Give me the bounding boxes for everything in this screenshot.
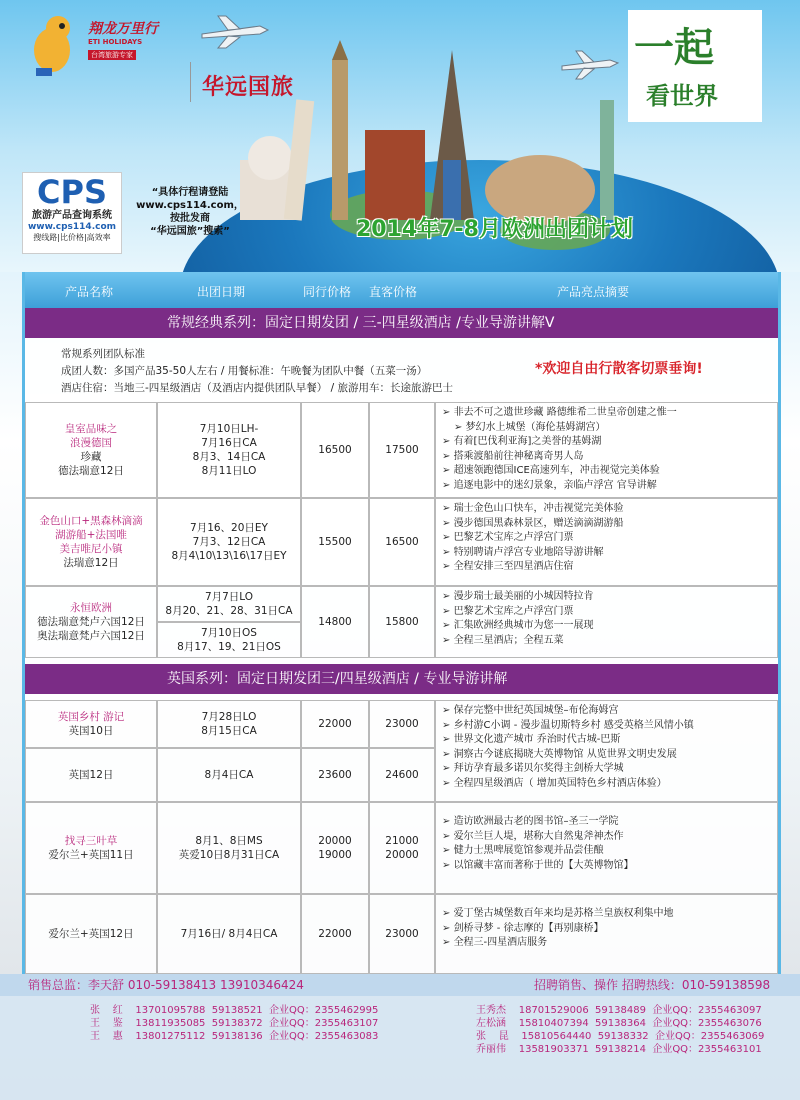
footer-header [0, 974, 800, 996]
peer-price: 22000 [301, 700, 369, 748]
highlight-item: ➢ 巴黎艺术宝库之卢浮宫门票 [442, 605, 771, 620]
product-sub: 英国10日 [68, 725, 114, 737]
date-item: 8月15日CA [201, 725, 257, 737]
direct-price: 24600 [369, 748, 435, 802]
highlights-cell [435, 402, 778, 498]
highlight-item: ➢ 乡村游C小调 - 漫步温切斯特乡村 感受英格兰风情小镇 [442, 719, 771, 734]
date-item: 7月3、12日CA [192, 536, 266, 548]
eti-logo [26, 12, 196, 82]
date-item: 8月3、14日CA [192, 451, 266, 463]
col-direct: 直客价格 [369, 285, 418, 299]
highlight-item: ➢ 汇集欧洲经典城市为您一一展现 [442, 619, 771, 634]
highlight-item: ➢ 全程四星级酒店（ 增加英国特色乡村酒店体验） [442, 777, 771, 792]
airplane-icon [200, 12, 270, 52]
product-name[interactable]: 英国乡村 游记 [57, 711, 125, 723]
see-world-big: 一起 [634, 25, 714, 71]
product-sub: 爱尔兰+英国11日 [48, 849, 134, 861]
contacts-right: 王秀杰 18701529006 59138489 企业QQ：2355463097 左松涵 15810407394 59138364 企业QQ：2355463076 张 昆 15810564440 59138332 企业QQ：2355463069 乔丽伟 13581903371 59138214 企业QQ：2355463101 [476, 1005, 765, 1055]
highlight-item: ➢ 追逐电影中的迷幻景象，亲临卢浮宫 官导讲解 [442, 479, 771, 494]
highlight-item: ➢ 有着[巴伐利亚海]之美誉的基姆湖 [442, 435, 771, 450]
highlight-item: ➢ 爱尔兰巨人堤，堪称大自然鬼斧神杰作 [442, 830, 771, 845]
cps-slogan: 搜线路|比价格|高效率 [33, 233, 111, 242]
kangaroo-mascot-icon [26, 12, 82, 78]
date-cell [157, 748, 301, 802]
cps-info [126, 186, 254, 238]
highlight-item: ➢ 特别聘请卢浮宫专业地陪导游讲解 [442, 546, 771, 561]
product-sub: 珍藏 [80, 451, 102, 463]
date-item: 8月17、19、21日OS [177, 641, 281, 653]
direct-price: 21000 20000 [369, 802, 435, 894]
direct-price: 15800 [369, 586, 435, 658]
cps-url[interactable]: www.cps114.com [27, 222, 117, 232]
product-sub: 德法瑞意梵卢六国12日 [37, 616, 145, 628]
peer-price: 14800 [301, 586, 369, 658]
logo-en: ETI HOLIDAYS [88, 38, 143, 46]
highlight-item: ➢ 全程三-四星酒店服务 [442, 936, 771, 951]
col-peer: 同行价格 [303, 285, 352, 299]
section-title: 常规经典系列：固定日期发团 / 三-四星级酒店 /专业导游讲解V [167, 315, 555, 331]
highlights-cell [435, 586, 778, 658]
product-name[interactable]: 浪漫德国 [70, 437, 112, 449]
product-name-cell [25, 748, 157, 802]
hero-banner [0, 0, 800, 272]
footer [0, 974, 800, 1100]
peer-price: 22000 [301, 894, 369, 974]
highlight-item: ➢ 非去不可之遗世珍藏 路德维希二世皇帝创建之惟一 [442, 406, 771, 421]
recruit-info: 招聘销售、操作 招聘热线：010-59138598 [534, 978, 771, 992]
standard-line: 酒店住宿：当地三-四星级酒店（及酒店内提供团队早餐） / 旅游用车：长途旅游巴士 [61, 382, 454, 394]
highlight-item: ➢ 剑桥寻梦 - 徐志摩的【再别康桥】 [442, 922, 771, 937]
sales-director: 销售总监：李天舒 010-59138413 13910346424 [28, 978, 304, 992]
col-highlights: 产品亮点摘要 [557, 285, 630, 299]
cps-info-line: “华远国旅”搜索” [150, 226, 230, 237]
product-name-cell [25, 586, 157, 658]
promo-text: *欢迎自由行散客切票垂询! [535, 361, 703, 377]
highlight-item: ➢ 超速领跑德国ICE高速列车，冲击视觉完美体验 [442, 464, 771, 479]
direct-price: 23000 [369, 894, 435, 974]
section-classic-header [25, 308, 778, 338]
highlight-item: ➢ 全程安排三至四星酒店住宿 [442, 560, 771, 575]
product-name-cell [25, 498, 157, 586]
cps-info-line: “具体行程请登陆 [151, 187, 229, 198]
section-title: 英国系列：固定日期发团三/四星级酒店 / 专业导游讲解 [167, 671, 508, 687]
direct-price: 16500 [369, 498, 435, 586]
itinerary-table [22, 272, 781, 974]
logo-tag: 台湾旅游专家 [88, 50, 136, 60]
date-item: 7月16日/ 8月4日CA [180, 928, 278, 940]
date-cell [157, 700, 301, 748]
product-sub: 德法瑞意12日 [58, 465, 124, 477]
cps-logo: CPS [37, 173, 107, 211]
peer-price: 16500 [301, 402, 369, 498]
product-name-cell [25, 802, 157, 894]
direct-price: 23000 [369, 700, 435, 748]
product-name-cell [25, 894, 157, 974]
highlight-item: ➢ 洞察古今谜底揭晓大英博物馆 从览世界文明史发展 [442, 748, 771, 763]
date-item: 7月10日OS [201, 627, 257, 639]
plan-title: 2014年7-8月欧洲出团计划 [356, 217, 633, 242]
product-name[interactable]: 永恒欧洲 [70, 602, 112, 614]
product-name-cell [25, 402, 157, 498]
peer-price: 15500 [301, 498, 369, 586]
product-name[interactable]: 美吉唯尼小镇 [59, 543, 123, 555]
product-name-cell [25, 700, 157, 748]
product-name[interactable]: 找寻三叶草 [64, 835, 118, 847]
cps-info-line: www.cps114.com， [136, 200, 244, 211]
cps-info-line: 按批发商 [170, 213, 210, 224]
product-sub: 英国12日 [68, 769, 114, 781]
product-name[interactable]: 皇室品味之 [64, 423, 118, 435]
highlights-cell [435, 802, 778, 894]
date-cell [157, 622, 301, 658]
date-item: 7月16、20日EY [190, 522, 268, 534]
product-sub: 法瑞意12日 [63, 557, 119, 569]
logo-divider [190, 62, 191, 102]
date-item: 7月10日LH- [199, 423, 259, 435]
peer-price: 23600 [301, 748, 369, 802]
highlights-cell [435, 894, 778, 974]
highlight-item: ➢ 爱丁堡古城堡数百年来均是苏格兰皇族权利集中地 [442, 907, 771, 922]
highlight-item: ➢ 以馆藏丰富而著称于世的【大英博物馆】 [442, 859, 771, 874]
cps-logo-box [22, 172, 122, 254]
date-cell [157, 402, 301, 498]
product-sub: 奥法瑞意梵卢六国12日 [37, 630, 145, 642]
product-sub: 爱尔兰+英国12日 [48, 928, 134, 940]
highlight-item: ➢ 搭乘渡船前往神秘离奇男人岛 [442, 450, 771, 465]
highlight-item: ➢ 世界文化遗产城市 乔治时代古城-巴斯 [442, 733, 771, 748]
date-item: 8月4日CA [204, 769, 254, 781]
peer-price: 20000 19000 [301, 802, 369, 894]
date-item: 8月4\10\13\16\17日EY [171, 550, 287, 562]
highlight-item: ➢ 巴黎艺术宝库之卢浮宫门票 [442, 531, 771, 546]
col-name: 产品名称 [65, 285, 114, 299]
date-cell [157, 894, 301, 974]
date-item: 英爱10日8月31日CA [178, 849, 280, 861]
section-uk-header [25, 664, 778, 694]
date-cell [157, 802, 301, 894]
date-cell [157, 498, 301, 586]
product-name[interactable]: 湖游船+法国唯 [55, 529, 127, 541]
direct-price: 17500 [369, 402, 435, 498]
highlight-item: ➢ 造访欧洲最古老的图书馆–圣三一学院 [442, 815, 771, 830]
date-item: 8月11日LO [201, 465, 257, 477]
highlight-item: ➢ 漫步德国黑森林景区，赠送滴滴湖游船 [442, 517, 771, 532]
highlight-item: ➢ 保存完整中世纪英国城堡–布伦海姆宫 [442, 704, 771, 719]
date-item: 8月1、8日MS [195, 835, 263, 847]
date-item: 7月28日LO [201, 711, 257, 723]
date-item: 7月16日CA [201, 437, 257, 449]
standard-line: 成团人数：多国产品35-50人左右 / 用餐标准：午晚餐为团队中餐（五菜一汤） [61, 365, 428, 377]
logo-cn: 翔龙万里行 [88, 21, 158, 37]
highlight-item: ➢ 拜访孕育最多诺贝尔奖得主剑桥大学城 [442, 762, 771, 777]
highlights-cell [435, 498, 778, 586]
contacts-left: 张 红 13701095788 59138521 企业QQ：2355462995 王 鉴 13811935085 59138372 企业QQ：2355463107 王 惠 13801275112 59138136 企业QQ：2355463083 [90, 1005, 379, 1042]
highlight-item: ➢ 漫步瑞士最美丽的小城因特拉肯 [442, 590, 771, 605]
highlights-cell [435, 700, 778, 802]
highlight-item-cont: ➢ 梦幻水上城堡（海伦基姆湖宫） [442, 421, 771, 436]
highlight-item: ➢ 瑞士金色山口快车，冲击视觉完美体验 [442, 502, 771, 517]
highlight-item: ➢ 健力士黑啤展览馆参观并品尝佳酿 [442, 844, 771, 859]
col-date: 出团日期 [197, 285, 246, 299]
date-cell [157, 586, 301, 622]
see-world-small: 看世界 [646, 82, 718, 110]
product-name[interactable]: 金色山口+黑森林滴滴 [39, 515, 143, 527]
see-world-logo [628, 10, 762, 122]
table-header [25, 272, 778, 308]
brand-name: 华远国旅 [202, 75, 295, 100]
highlight-item: ➢ 全程三星酒店；全程五菜 [442, 634, 771, 649]
standard-title: 常规系列团队标准 [61, 348, 145, 360]
date-item: 7月7日LO [204, 591, 254, 603]
airplane-icon [560, 48, 620, 82]
cps-title: 旅游产品查询系统 [32, 210, 112, 221]
date-item: 8月20、21、28、31日CA [165, 605, 293, 617]
